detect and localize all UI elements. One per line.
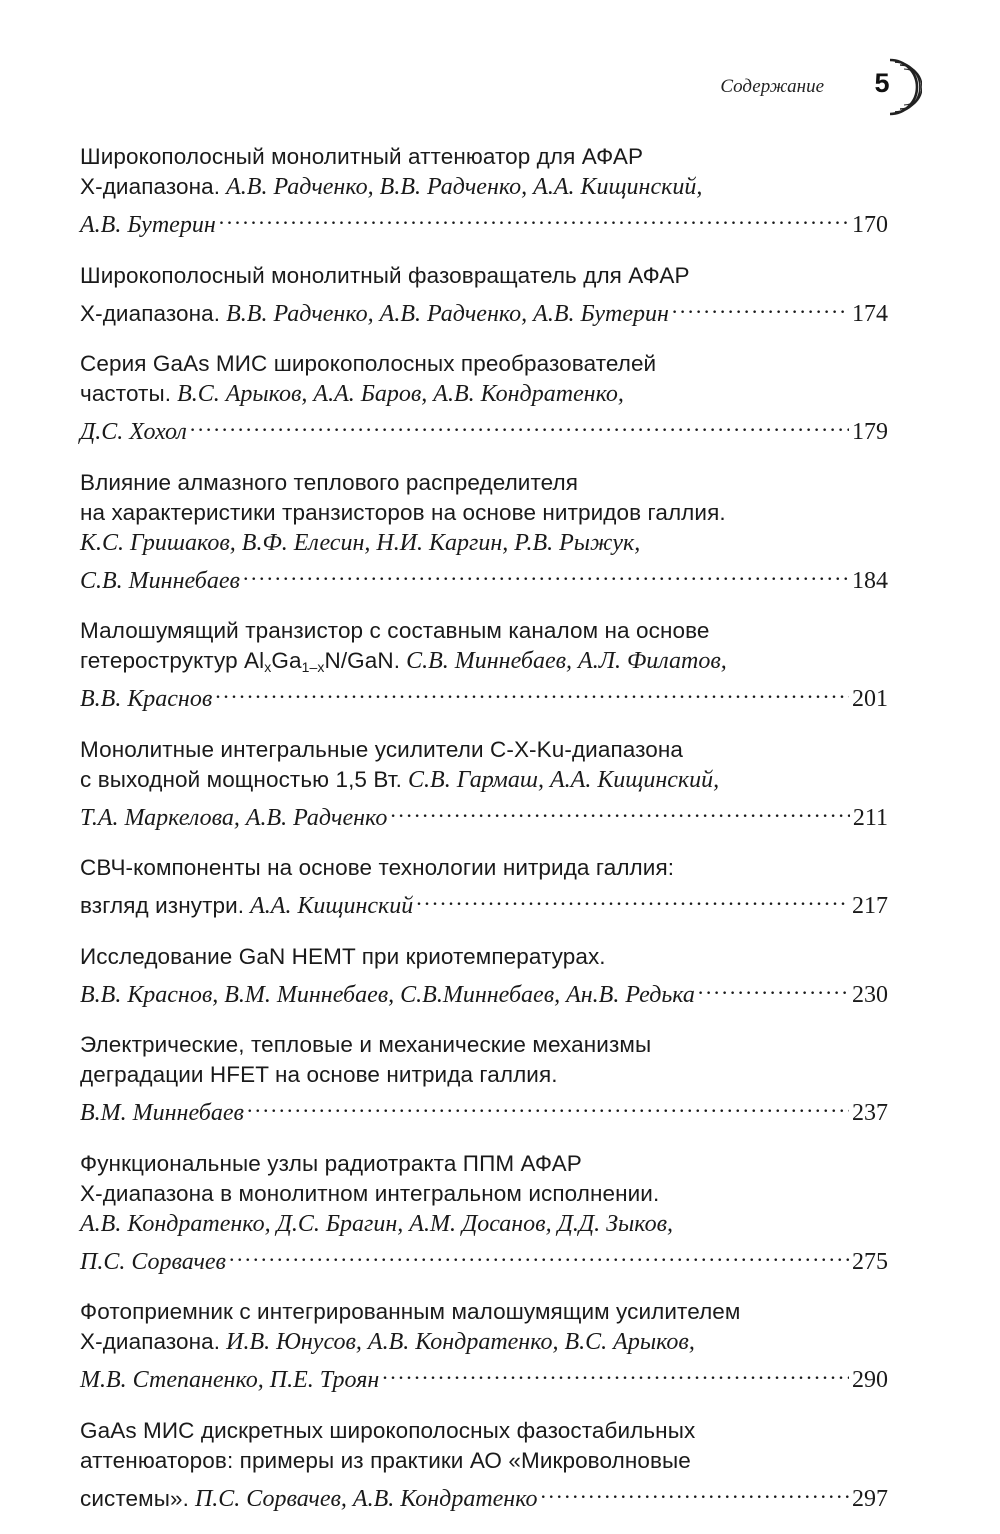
entry-title: деградации HFET на основе нитрида галлия. [80, 1062, 558, 1087]
toc-entry[interactable] [80, 142, 888, 240]
entry-title: Исследование GaN HEMT при криотемпературах. [80, 943, 606, 969]
toc-entry[interactable] [80, 349, 888, 447]
entry-authors: К.С. Гришаков, В.Ф. Елесин, Н.И. Каргин, Р.В. Рыжук, [80, 529, 641, 556]
entry-title: Фотоприемник с интегрированным малошумящим усилителем [80, 1299, 741, 1324]
entry-page-number: 237 [852, 1100, 888, 1126]
entry-title: Серия GaAs МИС широкополосных преобразователей [80, 351, 657, 376]
entry-title: на характеристики транзисторов на основе нитридов галлия. [80, 499, 726, 525]
entry-authors: А.В. Бутерин [80, 212, 216, 238]
entry-authors: М.В. Степаненко, П.Е. Троян [80, 1367, 380, 1393]
entry-authors: В.В. Краснов, В.М. Миннебаев, С.В.Миннебаев, Ан.В. Редька [80, 981, 695, 1008]
entry-title: частоты. [80, 381, 172, 406]
entry-title: СВЧ-компоненты на основе технологии нитрида галлия: [80, 855, 675, 880]
toc-entry[interactable] [80, 1297, 888, 1395]
entry-title: Широкополосный монолитный фазовращатель для АФАР [80, 262, 690, 288]
dot-leader [190, 409, 849, 439]
formula-subscript: x [264, 659, 272, 675]
entry-page-number: 217 [852, 893, 888, 919]
running-head-title: Содержание [720, 76, 824, 97]
dot-leader [247, 1090, 849, 1120]
entry-page-number: 179 [852, 419, 888, 445]
dot-leader [243, 558, 849, 588]
entry-page-number: 174 [852, 300, 888, 327]
entry-authors: В.В. Радченко, А.В. Радченко, А.В. Бутерин [226, 300, 669, 327]
table-of-contents [80, 142, 888, 1534]
dot-leader [672, 291, 849, 321]
dot-leader [698, 972, 849, 1002]
entry-title: Влияние алмазного теплового распределителя [80, 469, 579, 495]
entry-page-number: 201 [852, 686, 888, 712]
entry-authors: С.В. Гармаш, А.А. Кищинский, [408, 766, 720, 793]
entry-authors: А.В. Кондратенко, Д.С. Брагин, А.М. Досанов, Д.Д. Зыков, [80, 1210, 673, 1237]
entry-page-number: 230 [852, 981, 888, 1008]
entry-authors: П.С. Сорвачев, А.В. Кондратенко [194, 1485, 538, 1512]
entry-authors: Т.А. Маркелова, А.В. Радченко [80, 804, 388, 831]
entry-title: гетероструктур Al [80, 648, 265, 673]
toc-entry[interactable] [80, 735, 888, 833]
dot-leader [416, 883, 849, 913]
entry-authors: Д.С. Хохол [80, 419, 187, 445]
toc-entry[interactable] [80, 1416, 888, 1514]
toc-entry[interactable] [80, 1030, 888, 1128]
entry-title: Широкополосный монолитный аттенюатор для АФАР [80, 144, 644, 169]
entry-title: Малошумящий транзистор с составным каналом на основе [80, 618, 710, 643]
entry-authors: А.В. Радченко, В.В. Радченко, А.А. Кищинский, [226, 174, 703, 200]
dot-leader [215, 676, 849, 706]
toc-entry[interactable] [80, 468, 888, 596]
entry-authors: С.В. Миннебаев [80, 567, 240, 594]
entry-title: Функциональные узлы радиотракта ППМ АФАР [80, 1150, 582, 1176]
formula-subscript: 1–x [301, 659, 325, 675]
entry-title: X-диапазона в монолитном интегральном исполнении. [80, 1180, 660, 1206]
entry-title: взгляд изнутри. [80, 893, 245, 918]
toc-entry[interactable] [80, 616, 888, 714]
entry-title: Электрические, тепловые и механические механизмы [80, 1032, 652, 1057]
toc-entry[interactable] [80, 942, 888, 1010]
entry-page-number: 211 [852, 804, 888, 831]
entry-authors: П.С. Сорвачев [80, 1248, 226, 1275]
entry-authors: В.С. Арыков, А.А. Баров, А.В. Кондратенко, [177, 381, 624, 407]
formula-text: Ga [271, 648, 302, 673]
entry-title: системы». [80, 1485, 189, 1511]
entry-authors: И.В. Юнусов, А.В. Кондратенко, В.С. Арыков, [226, 1329, 695, 1355]
toc-entry[interactable] [80, 1149, 888, 1277]
entry-page-number: 184 [852, 567, 888, 594]
entry-title: X-диапазона. [80, 300, 221, 326]
entry-title: аттенюаторов: примеры из практики АО «Микроволновые [80, 1447, 691, 1473]
entry-authors: В.В. Краснов [80, 686, 213, 712]
entry-title: GaAs МИС дискретных широкополосных фазостабильных [80, 1417, 696, 1443]
toc-entry[interactable] [80, 261, 888, 329]
entry-authors: В.М. Миннебаев [80, 1100, 244, 1126]
entry-page-number: 170 [852, 212, 888, 238]
page-number: 5 [874, 68, 890, 98]
entry-title: с выходной мощностью 1,5 Вт. [80, 766, 403, 792]
toc-entry[interactable] [80, 853, 888, 921]
formula-text: N/GaN. [324, 648, 401, 673]
dot-leader [541, 1476, 849, 1506]
entry-authors: А.А. Кищинский [250, 893, 414, 919]
dot-leader [229, 1239, 849, 1269]
entry-title: Монолитные интегральные усилители C-X-Ku-диапазона [80, 736, 684, 762]
entry-title: X-диапазона. [80, 174, 221, 199]
entry-title: X-диапазона. [80, 1329, 221, 1354]
entry-page-number: 297 [852, 1485, 888, 1512]
dot-leader [382, 1357, 849, 1387]
dot-leader [219, 202, 849, 232]
entry-authors: С.В. Миннебаев, А.Л. Филатов, [406, 648, 727, 674]
entry-page-number: 290 [852, 1367, 888, 1393]
entry-page-number: 275 [852, 1248, 888, 1275]
dot-leader [390, 795, 850, 825]
